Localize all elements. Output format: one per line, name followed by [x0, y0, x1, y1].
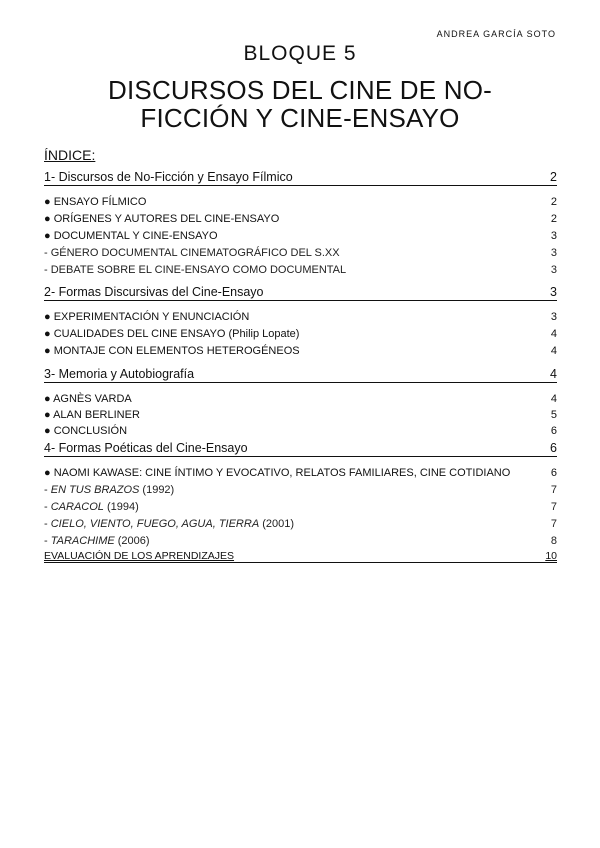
toc-entry-prefix: -: [44, 518, 51, 530]
toc-entry-bullet[interactable]: [44, 467, 557, 479]
index-label: ÍNDICE:: [44, 147, 96, 163]
toc-entry-section[interactable]: [44, 367, 557, 383]
toc-entry-page-number: 4: [550, 345, 557, 357]
toc-entry-film-title: TARACHIME: [50, 535, 115, 547]
toc-entry-label: - DEBATE SOBRE EL CINE-ENSAYO COMO DOCUMENTAL: [44, 264, 347, 276]
toc-entry-label: 4- Formas Poéticas del Cine-Ensayo: [44, 441, 248, 455]
toc-entry-label: ● ENSAYO FÍLMICO: [44, 196, 147, 208]
toc-entry-page-number: 7: [550, 484, 557, 496]
toc-entry-page-number: 5: [550, 409, 557, 421]
toc-entry-sub[interactable]: [44, 501, 557, 513]
toc-entry-label: ● MONTAJE CON ELEMENTOS HETEROGÉNEOS: [44, 345, 300, 357]
toc-entry-bullet[interactable]: [44, 345, 557, 357]
toc-entry-label: [44, 535, 150, 547]
toc-entry-label: EVALUACIÓN DE LOS APRENDIZAJES: [44, 550, 235, 562]
toc-entry-page-number: 3: [550, 311, 557, 323]
toc-entry-page-number: 3: [550, 230, 557, 242]
toc-entry-label: ● EXPERIMENTACIÓN Y ENUNCIACIÓN: [44, 311, 250, 323]
toc-entry-sub[interactable]: [44, 247, 557, 259]
toc-entry-year: (1994): [103, 501, 139, 513]
toc-entry-page-number: 2: [550, 213, 557, 225]
toc-entry-page-number: 7: [550, 501, 557, 513]
toc-entry-sub[interactable]: [44, 535, 557, 547]
toc-entry-page-number: 8: [550, 535, 557, 547]
toc-entry-label: ● CUALIDADES DEL CINE ENSAYO (Philip Lopate): [44, 328, 300, 340]
toc-entry-label: ● AGNÈS VARDA: [44, 393, 132, 405]
toc-entry-section[interactable]: [44, 441, 557, 457]
toc-entry-page-number: 10: [545, 550, 557, 562]
toc-entry-eval[interactable]: [44, 550, 557, 563]
toc-entry-bullet[interactable]: [44, 196, 557, 208]
toc-entry-bullet[interactable]: [44, 311, 557, 323]
toc-entry-label: - GÉNERO DOCUMENTAL CINEMATOGRÁFICO DEL S.XX: [44, 247, 340, 259]
toc-entry-bullet[interactable]: [44, 230, 557, 242]
toc-entry-bullet[interactable]: [44, 425, 557, 437]
toc-entry-bullet[interactable]: [44, 393, 557, 405]
author-name: ANDREA GARCÍA SOTO: [436, 29, 556, 39]
toc-entry-year: (2001): [259, 518, 295, 530]
toc-entry-sub[interactable]: [44, 264, 557, 276]
toc-entry-film-title: CARACOL: [50, 501, 104, 513]
toc-entry-label: 3- Memoria y Autobiografía: [44, 367, 195, 381]
toc-entry-sub[interactable]: [44, 518, 557, 530]
toc-entry-prefix: -: [44, 535, 51, 547]
toc-entry-bullet[interactable]: [44, 213, 557, 225]
toc-entry-label: [44, 518, 294, 530]
toc-entry-page-number: 3: [550, 285, 557, 299]
toc-entry-label: ● ORÍGENES Y AUTORES DEL CINE-ENSAYO: [44, 213, 280, 225]
toc-entry-page-number: 6: [550, 441, 557, 455]
toc-entry-page-number: 3: [550, 247, 557, 259]
toc-entry-label: ● CONCLUSIÓN: [44, 425, 128, 437]
toc-entry-label: 2- Formas Discursivas del Cine-Ensayo: [44, 285, 264, 299]
toc-entry-page-number: 4: [550, 367, 557, 381]
toc-entry-page-number: 4: [550, 393, 557, 405]
toc-entry-year: (1992): [139, 484, 175, 496]
toc-entry-page-number: 2: [550, 196, 557, 208]
toc-entry-page-number: 3: [550, 264, 557, 276]
toc-entry-label: [44, 484, 174, 496]
toc-entry-film-title: CIELO, VIENTO, FUEGO, AGUA, TIERRA: [50, 518, 260, 530]
toc-entry-bullet[interactable]: [44, 409, 557, 421]
toc-entry-page-number: 7: [550, 518, 557, 530]
toc-entry-page-number: 2: [550, 170, 557, 184]
toc-entry-label: ● DOCUMENTAL Y CINE-ENSAYO: [44, 230, 218, 242]
toc-entry-section[interactable]: [44, 170, 557, 186]
block-heading: BLOQUE 5: [243, 42, 357, 65]
toc-entry-label: 1- Discursos de No-Ficción y Ensayo Fílmico: [44, 170, 293, 184]
toc-entry-page-number: 6: [550, 467, 557, 479]
toc-entry-prefix: -: [44, 501, 51, 513]
toc-entry-year: (2006): [114, 535, 150, 547]
toc-entry-bullet[interactable]: [44, 328, 557, 340]
toc-entry-film-title: EN TUS BRAZOS: [50, 484, 140, 496]
toc-entry-page-number: 4: [550, 328, 557, 340]
toc-entry-prefix: -: [44, 484, 51, 496]
toc-entry-label: ● ALAN BERLINER: [44, 409, 140, 421]
toc-entry-sub[interactable]: [44, 484, 557, 496]
toc-entry-page-number: 6: [550, 425, 557, 437]
toc-entry-section[interactable]: [44, 285, 557, 301]
toc-entry-label: [44, 501, 139, 513]
document-title: DISCURSOS DEL CINE DE NO-FICCIÓN Y CINE-ENSAYO: [108, 75, 492, 133]
toc-entry-label: ● NAOMI KAWASE: CINE ÍNTIMO Y EVOCATIVO, RELATOS FAMILIARES, CINE COTIDIANO: [44, 467, 511, 479]
